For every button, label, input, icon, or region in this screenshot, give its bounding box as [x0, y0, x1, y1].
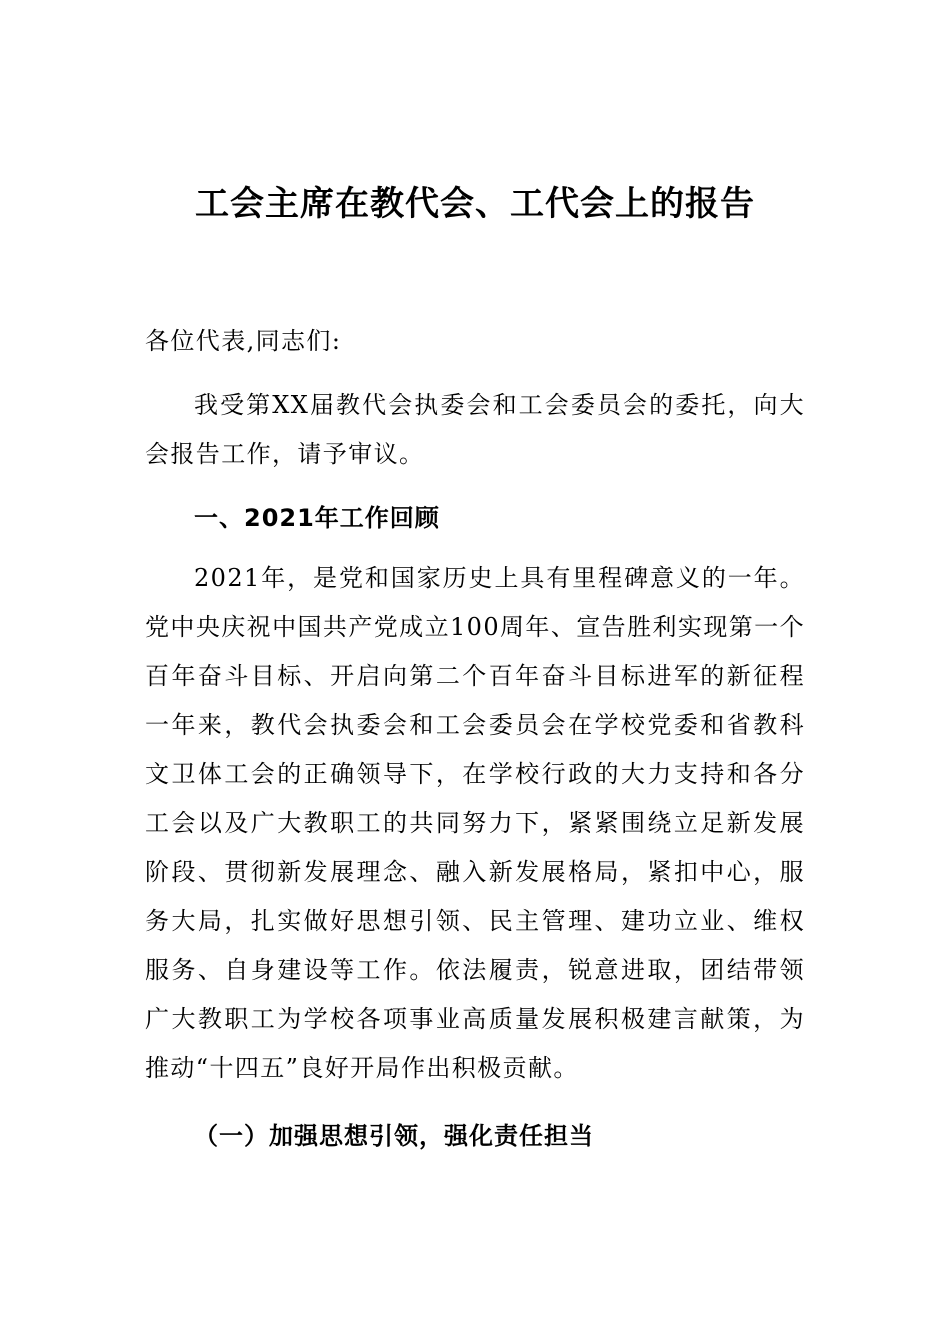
subsection-heading-1: （一）加强思想引领，强化责任担当: [194, 1122, 594, 1150]
intro-paragraph: 我受第XX届教代会执委会和工会委员会的委托，向大会报告工作，请予审议。: [145, 391, 805, 468]
salutation: 各位代表,同志们:: [145, 327, 342, 355]
document-title: 工会主席在教代会、工代会上的报告: [195, 184, 755, 224]
body-paragraph: 2021年，是党和国家历史上具有里程碑意义的一年。党中央庆祝中国共产党成立100周年、宣告胜利实现第一个百年奋斗目标、开启向第二个百年奋斗目标进军的新征程一年来，教代会执委会和工会委员会在学校党委和省教科文卫体工会的正确领导下，在学校行政的大力支持和各分工会以及广大教职工的共同努力下，紧紧围绕立足新发展阶段、贯彻新发展理念、融入新发展格局，紧扣中心，服务大局，扎实做好思想引领、民主管理、建功立业、维权服务、自身建设等工作。依法履责，锐意进取，团结带领广大教职工为学校各项事业高质量发展积极建言献策，为推动“十四五”良好开局作出积极贡献。: [145, 564, 805, 1082]
section-heading-1: 一、2021年工作回顾: [194, 504, 440, 532]
